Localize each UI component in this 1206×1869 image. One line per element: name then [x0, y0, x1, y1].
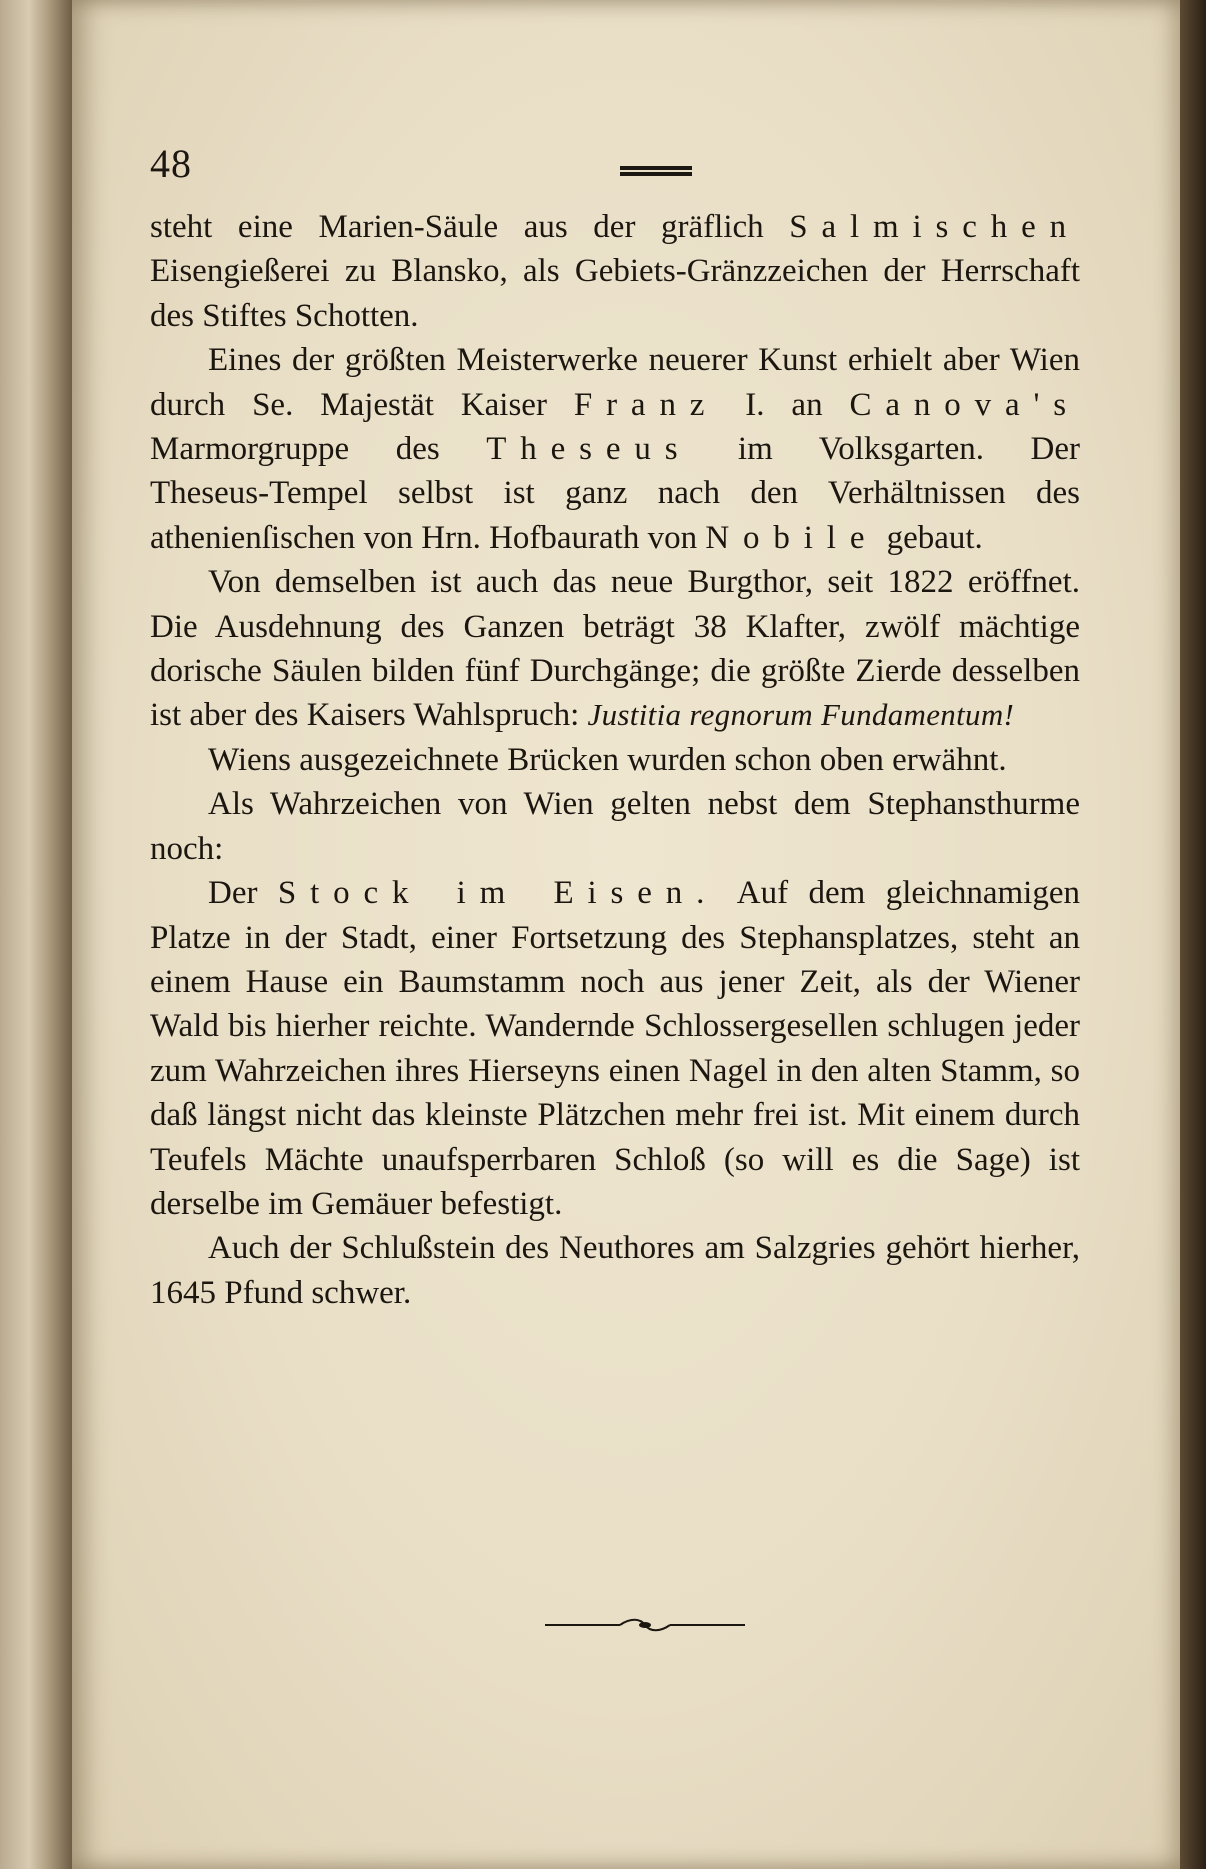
- header-double-rule: [620, 166, 692, 170]
- spaced-emphasis: Canova's: [849, 386, 1080, 423]
- text-run: Wiens ausgezeichnete Brücken wurden schon oben erwähnt.: [208, 741, 1007, 778]
- page-body-text: [150, 205, 1080, 1585]
- spaced-emphasis: Theseus: [486, 431, 692, 468]
- text-run: Eisengießerei zu Blansko, als Gebiets‑Gränzzeichen der Herrschaft des Stiftes Schotten.: [150, 253, 1080, 334]
- text-run: Von demselben ist auch das neue Burgthor, seit 1822 eröffnet. Die Ausdehnung des Ganzen beträgt 38 Klafter, zwölf mächtige dorische Säulen bilden fünf Durchgänge; die größte Zierde desselben ist aber des Kaisers Wahlspruch:: [150, 564, 1080, 734]
- paragraph: [150, 1226, 1080, 1315]
- paragraph: [150, 205, 1080, 338]
- latin-motto: Justitia regnorum Fundamentum!: [587, 697, 1015, 733]
- spaced-emphasis: Franz: [573, 386, 719, 423]
- spaced-emphasis: Nobile: [705, 519, 879, 556]
- tailpiece-ornament: [545, 1615, 745, 1635]
- text-run: gebaut.: [878, 519, 983, 556]
- text-run: Auch der Schlußstein des Neuthores am Salzgries gehört hierher, 1645 Pfund schwer.: [150, 1230, 1080, 1311]
- page-edge-shadow: [1180, 0, 1206, 1869]
- paragraph: [150, 871, 1080, 1226]
- text-run: steht eine Marien‑Säule aus der gräflich: [150, 209, 790, 245]
- book-spine: [0, 0, 72, 1869]
- text-run: I. an: [718, 386, 850, 423]
- paragraph: [150, 782, 1080, 871]
- text-run: Marmorgruppe des: [150, 431, 487, 468]
- text-run: Der: [208, 875, 278, 912]
- text-run: Eines der größten Meisterwerke neuerer Kunst erhielt aber Wien durch Se. Majestät Kaiser: [150, 342, 1080, 423]
- text-run: im Volksgarten. Der Theseus‑Tempel selbst ist ganz nach den Verhältnissen des athenienſischen von Hrn. Hofbaurath von: [150, 431, 1080, 556]
- spaced-emphasis: Salmischen: [789, 209, 1080, 245]
- spaced-emphasis: Stock im Eisen.: [277, 875, 719, 912]
- page-number: 48: [150, 141, 192, 186]
- paragraph: [150, 738, 1080, 782]
- text-run: Als Wahrzeichen von Wien gelten nebst dem Stephansthurme noch:: [150, 786, 1080, 867]
- paragraph: [150, 560, 1080, 738]
- paragraph: [150, 338, 1080, 560]
- text-run: Auf dem gleichnamigen Platze in der Stadt, einer Fortsetzung des Stephansplatzes, steht an einem Hause ein Baumstamm noch aus jener Zeit, als der Wiener Wald bis hierher reichte. Wandernde Schlossergesellen schlugen jeder zum Wahrzeichen ihres Hierseyns einen Nagel in den alten Stamm, so daß längst nicht das kleinste Plätzchen mehr frei ist. Mit einem durch Teufels Mächte unaufsperrbaren Schloß (so will es die Sage) ist derselbe im Gemäuer befestigt.: [150, 875, 1080, 1222]
- page-header: [150, 140, 1080, 200]
